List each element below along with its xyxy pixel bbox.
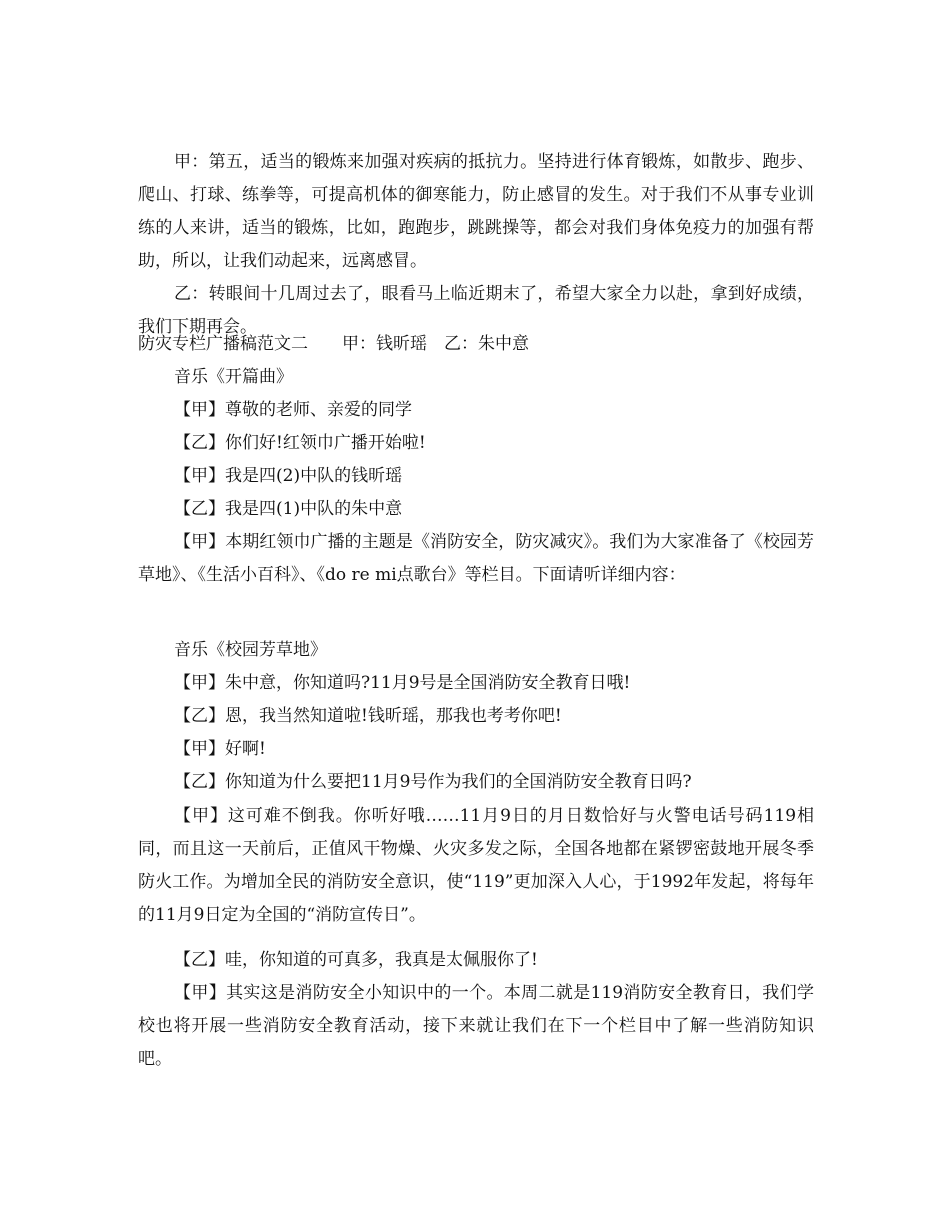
dialogue-line: 【乙】我是四(1)中队的朱中意 — [174, 499, 403, 519]
section-header: 防灾专栏广播稿范文二 甲：钱昕瑶 乙：朱中意 — [138, 334, 529, 354]
paragraph-exercise: 甲：第五，适当的锻炼来加强对疾病的抵抗力。坚持进行体育锻炼，如散步、跑步、爬山、打球、练拳等，可提高机体的御寒能力，防止感冒的发生。对于我们不从事专业训练的人来讲，适当的锻炼，比如，跑跑步，跳跳操等，都会对我们身体免疫力的加强有帮助，所以，让我们动起来，远离感冒。 — [138, 152, 814, 271]
music-opening-line: 音乐《开篇曲》 — [174, 367, 293, 387]
dialogue-line: 【乙】恩，我当然知道啦!钱昕瑶，那我也考考你吧! — [174, 706, 562, 726]
dialogue-line: 【甲】尊敬的老师、亲爱的同学 — [174, 400, 412, 420]
paragraph-closing: 【甲】其实这是消防安全小知识中的一个。本周二就是119消防安全教育日，我们学校也将开展一些消防安全教育活动，接下来就让我们在下一个栏目中了解一些消防知识吧。 — [138, 983, 814, 1069]
dialogue-line: 【乙】你们好!红领巾广播开始啦! — [174, 433, 426, 453]
dialogue-line: 【甲】好啊! — [174, 739, 266, 759]
dialogue-line: 【乙】哇，你知道的可真多，我真是太佩服你了! — [174, 950, 538, 970]
dialogue-line: 【甲】朱中意，你知道吗?11月9号是全国消防安全教育日哦! — [174, 673, 631, 693]
dialogue-line: 【乙】你知道为什么要把11月9号作为我们的全国消防安全教育日吗? — [174, 772, 692, 792]
paragraph-intro: 【甲】本期红领巾广播的主题是《消防安全，防灾减灾》。我们为大家准备了《校园芳草地》、《生活小百科》、《do re mi点歌台》等栏目。下面请听详细内容： — [138, 532, 814, 585]
music-campus-line: 音乐《校园芳草地》 — [174, 640, 327, 660]
paragraph-explanation: 【甲】这可难不倒我。你听好哦……11月9日的月日数恰好与火警电话号码119相同，而且这一天前后，正值风干物燥、火灾多发之际，全国各地都在紧锣密鼓地开展冬季防火工作。为增加全民的消防安全意识，使“119”更加深入人心，于1992年发起，将每年的11月9日定为全国的“消防宣传日”。 — [138, 806, 814, 925]
paragraph-farewell: 乙：转眼间十几周过去了，眼看马上临近期末了，希望大家全力以赴，拿到好成绩，我们下期再会。 — [138, 284, 814, 337]
dialogue-line: 【甲】我是四(2)中队的钱昕瑶 — [174, 466, 403, 486]
